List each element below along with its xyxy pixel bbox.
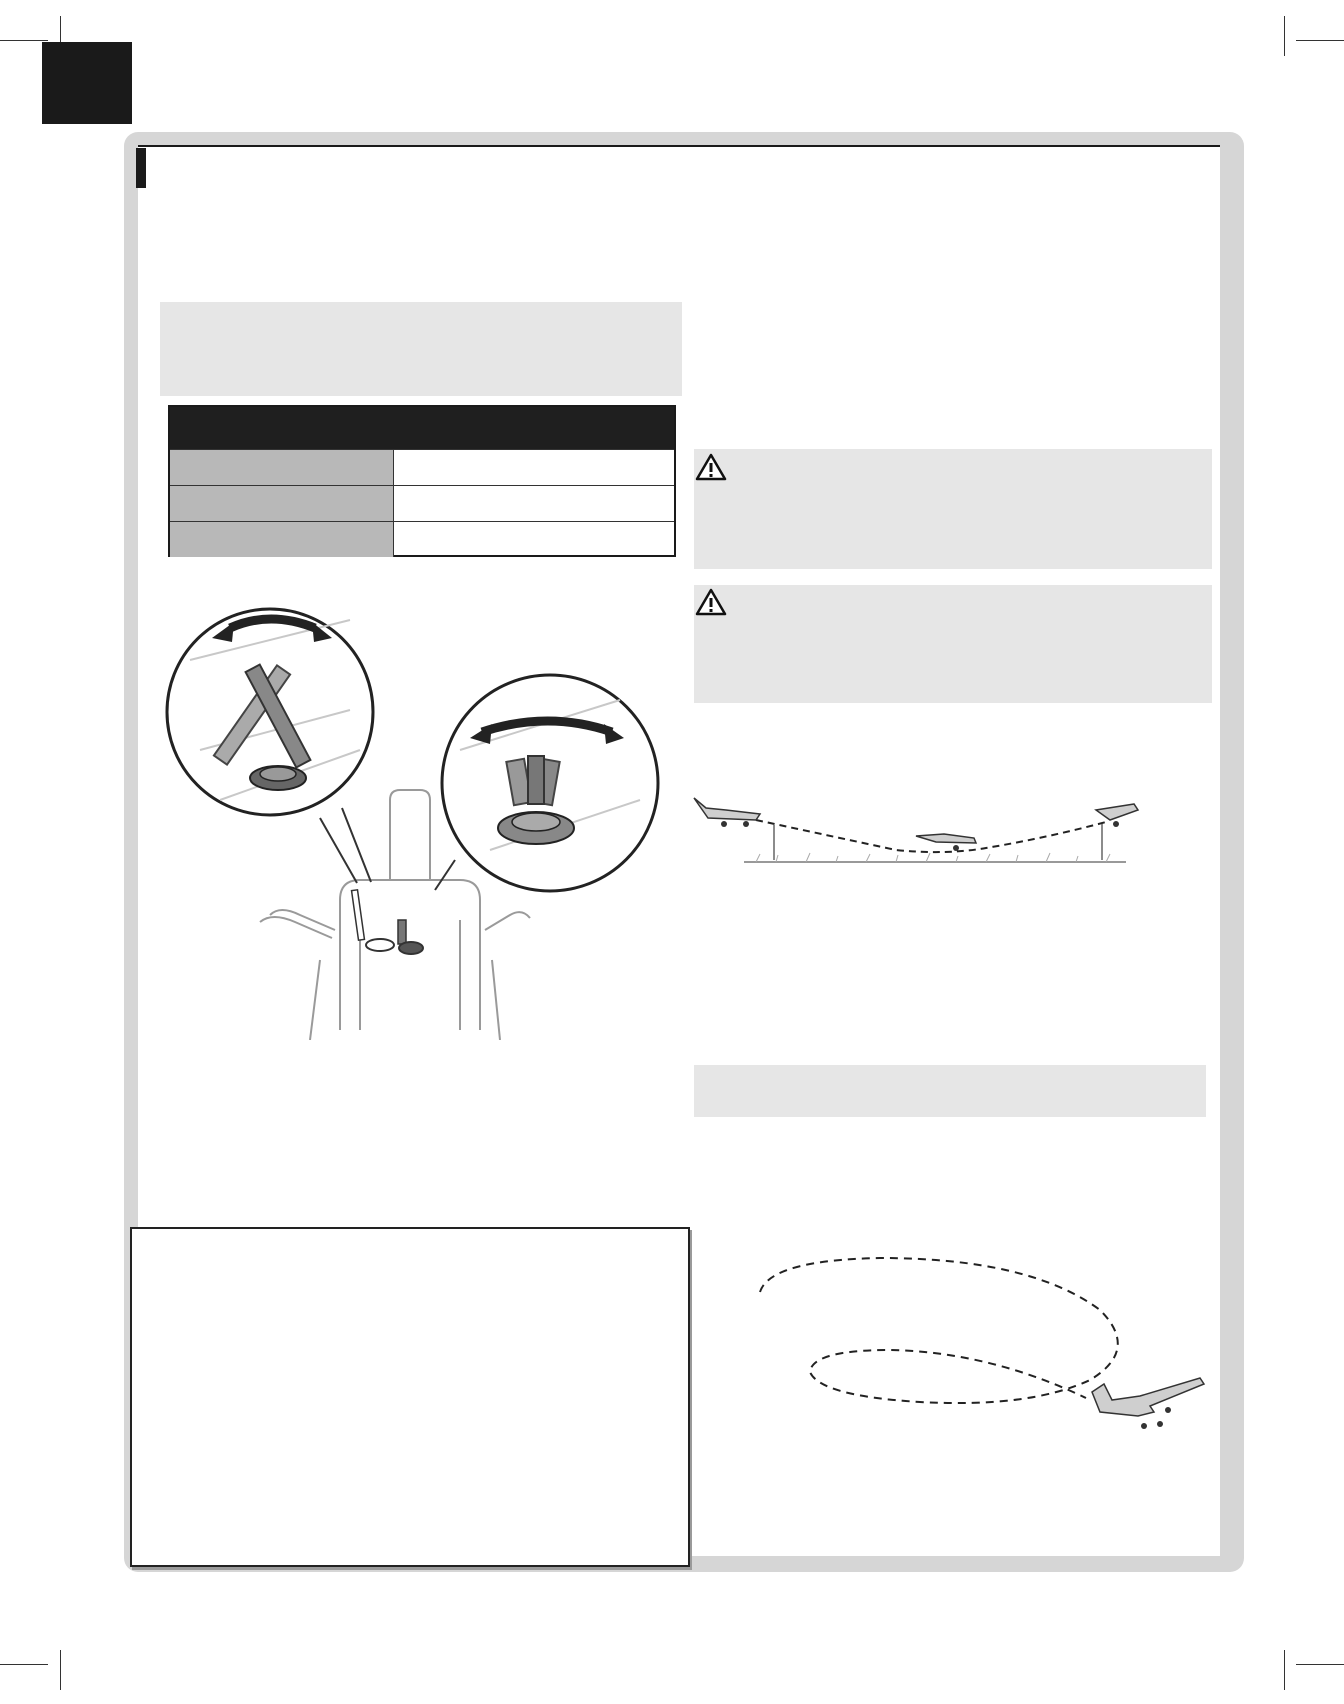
airplane-touch-and-go-illustration xyxy=(686,780,1186,880)
warning-box xyxy=(694,585,1212,703)
warning-box xyxy=(694,449,1212,569)
crop-mark xyxy=(60,1650,61,1690)
transmitter-switches-illustration xyxy=(160,600,670,1040)
page-tab xyxy=(42,42,132,124)
info-box xyxy=(130,1227,690,1567)
settings-table xyxy=(168,405,676,557)
crop-mark xyxy=(1296,40,1344,41)
table-row xyxy=(170,485,674,521)
airplane-circling-path-illustration xyxy=(740,1250,1210,1450)
warning-triangle-icon xyxy=(694,452,728,482)
crop-mark xyxy=(1296,1664,1344,1665)
note-box xyxy=(160,302,682,396)
note-box xyxy=(694,1065,1206,1117)
warning-triangle-icon xyxy=(694,587,728,617)
table-header xyxy=(170,407,674,449)
table-row xyxy=(170,449,674,485)
crop-mark xyxy=(1284,16,1285,56)
crop-mark xyxy=(0,1664,48,1665)
table-row xyxy=(170,521,674,557)
section-marker xyxy=(136,148,146,188)
crop-mark xyxy=(1284,1650,1285,1690)
header-rule xyxy=(138,145,1220,147)
crop-mark xyxy=(0,40,48,41)
